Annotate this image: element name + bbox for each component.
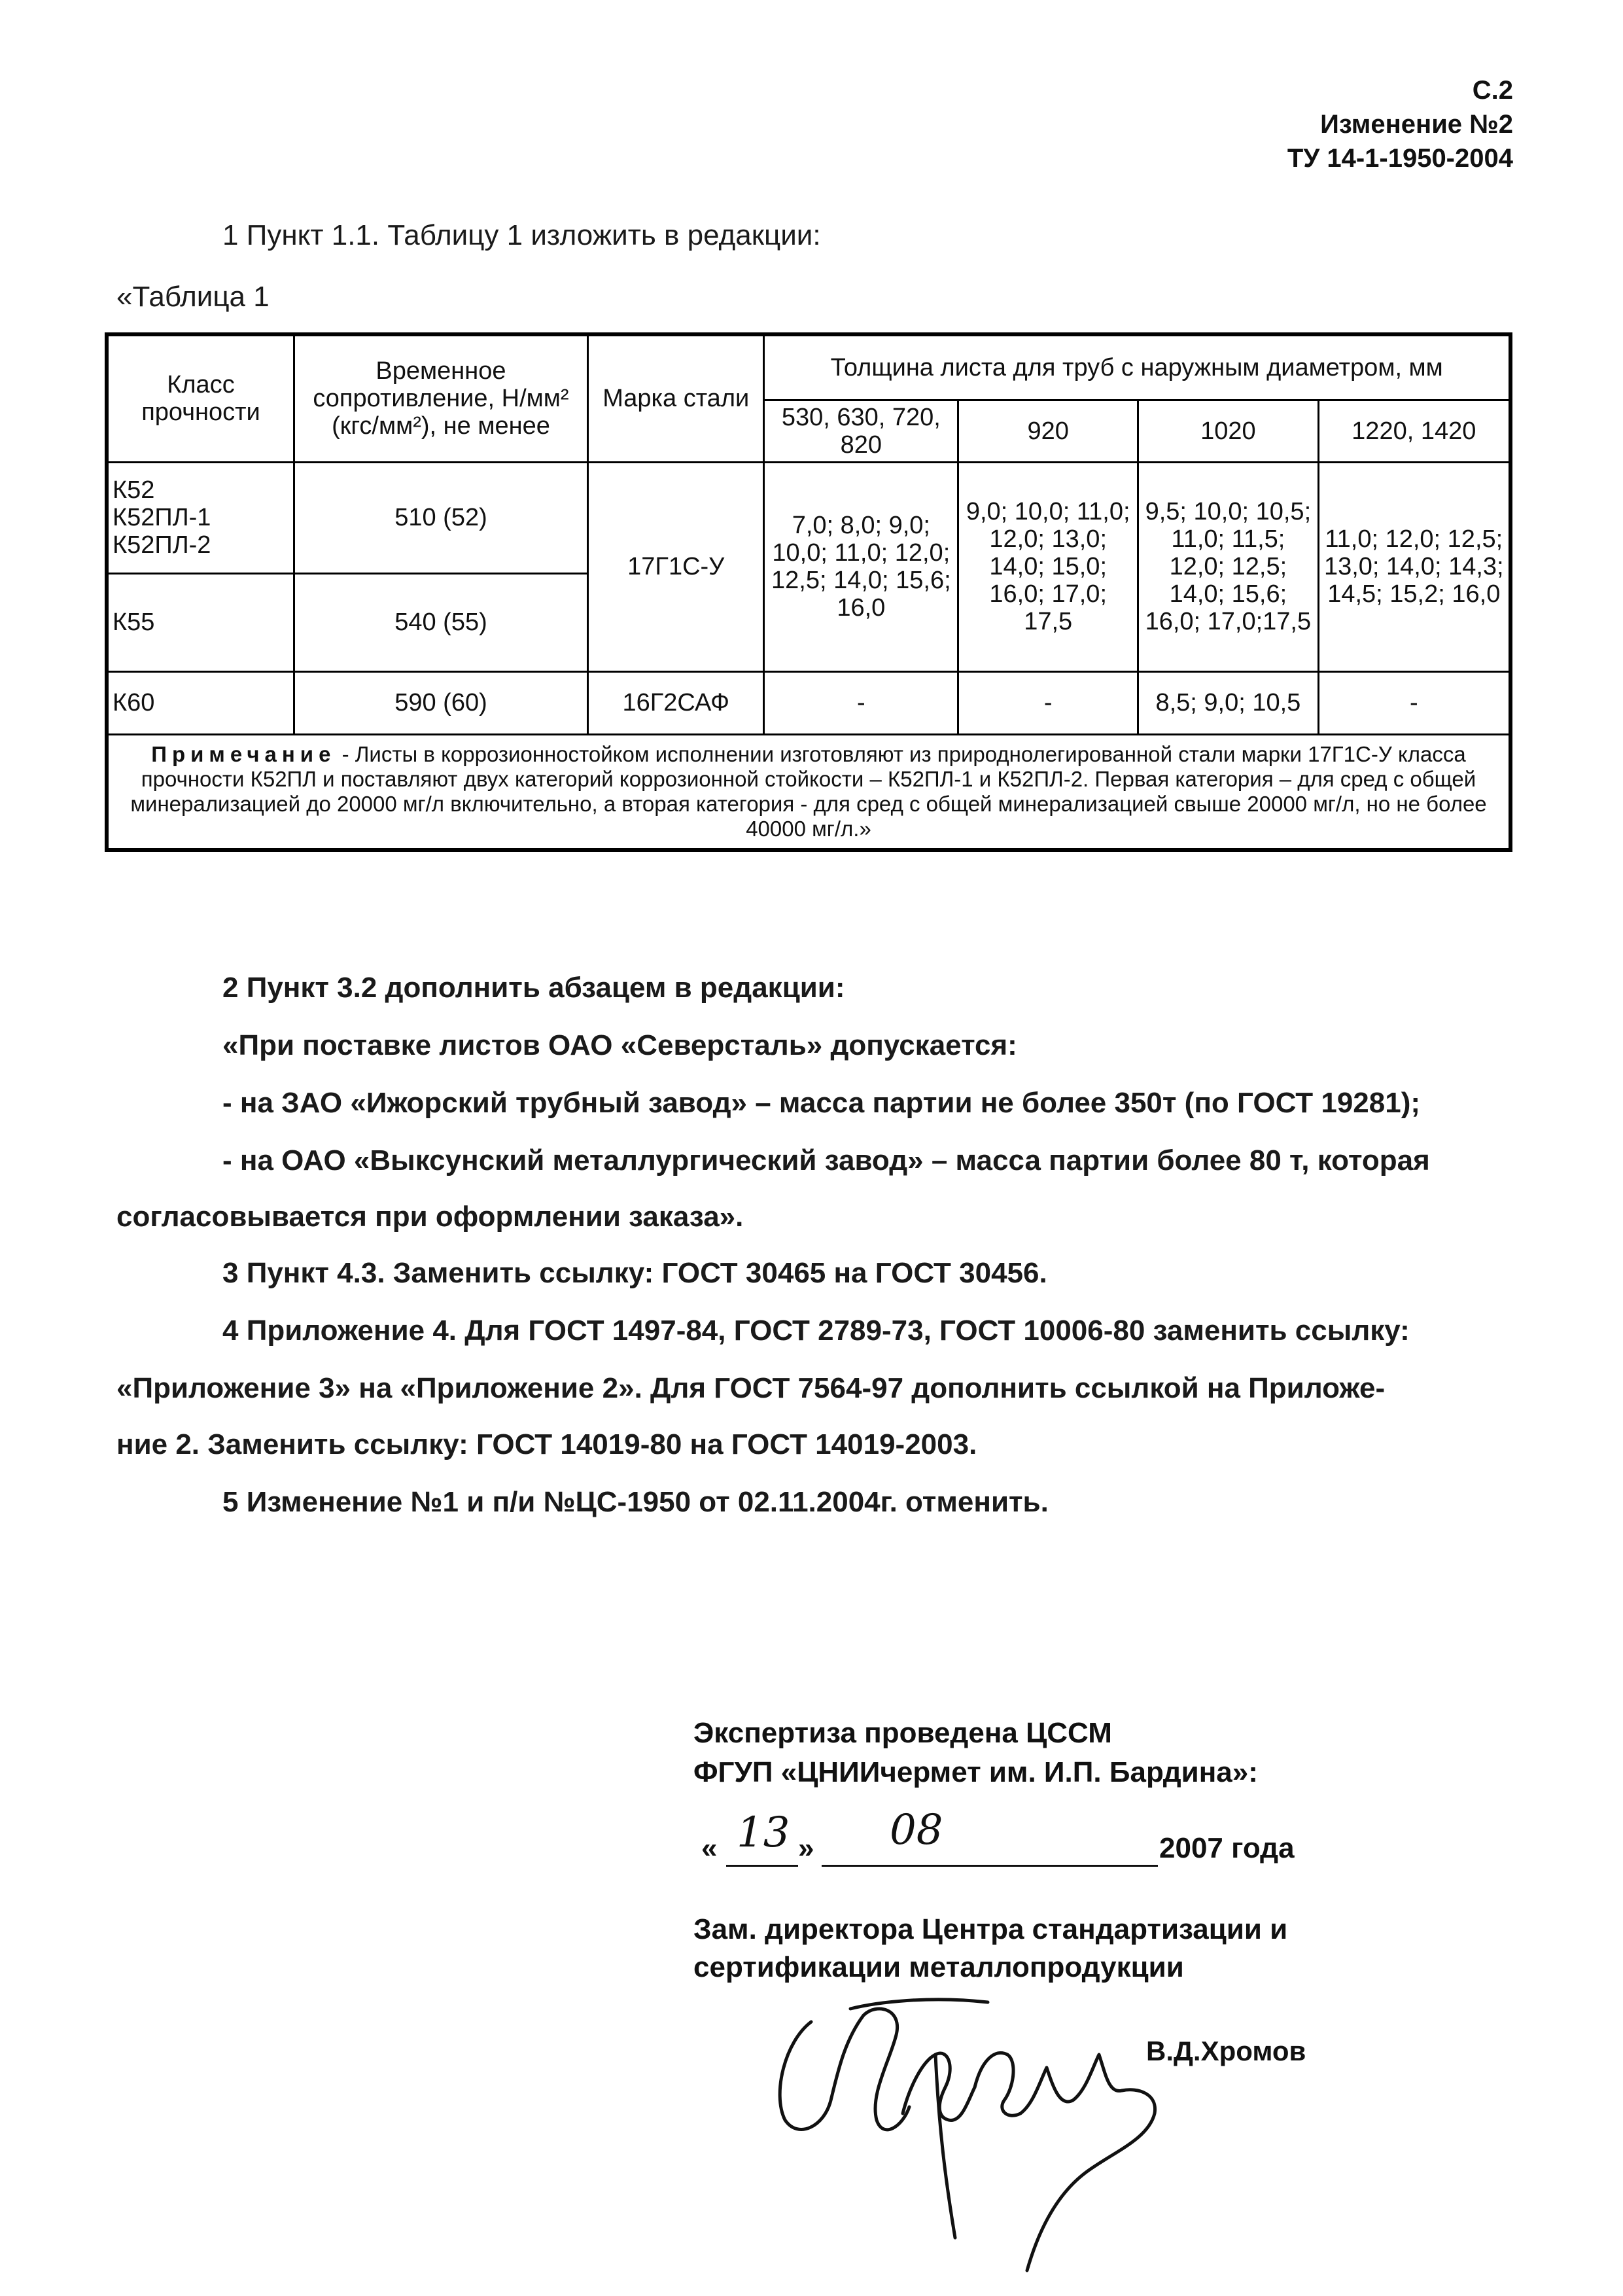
header-class: Класс прочности (107, 334, 294, 462)
cell-k60-t4: - (1318, 671, 1510, 734)
cell-thickness-1020: 9,5; 10,0; 10,5; 11,0; 11,5; 12,0; 12,5; 14,0; 15,6; 16,0; 17,0;17,5 (1138, 462, 1318, 671)
item-4-line-2: «Приложение 3» на «Приложение 2». Для ГОСТ 7564-97 дополнить ссылкой на Приложе- (116, 1372, 1386, 1404)
date-year: 2007 года (1159, 1832, 1295, 1864)
cell-grade-17g1s: 17Г1С-У (588, 462, 764, 671)
spec-table (105, 332, 1512, 852)
cell-class-k60: К60 (107, 671, 294, 734)
change-number: Изменение №2 (1320, 110, 1513, 139)
header-diameter-2: 920 (958, 400, 1138, 462)
date-month-underline (822, 1865, 1158, 1867)
header-diameter-4: 1220, 1420 (1318, 400, 1510, 462)
date-line (693, 1806, 1295, 1878)
expert-line-2: ФГУП «ЦНИИчермет им. И.П. Бардина»: (693, 1756, 1258, 1788)
header-diameter-3: 1020 (1138, 400, 1318, 462)
position-line-2: сертификации металлопродукции (693, 1951, 1184, 1983)
cell-class-k55: К55 (107, 573, 294, 671)
spec-number: ТУ 14-1-1950-2004 (1287, 144, 1513, 173)
page-number: С.2 (1472, 76, 1513, 105)
note-text: - Листы в коррозионностойком исполнении изготовляют из природнолегированной стали марки 17Г1С-У класса прочности К52ПЛ и поставляют двух категорий коррозионной стойкости – К52ПЛ-1 и К52ПЛ-2. Первая категория – для сред с общей минерализацией до 20000 мг/л включительно, а вторая категория - для сред с общей минерализацией свыше 20000 мг/л, но не более 40000 мг/л.» (130, 741, 1487, 841)
cell-thickness-920: 9,0; 10,0; 11,0; 12,0; 13,0; 14,0; 15,0; 16,0; 17,0; 17,5 (958, 462, 1138, 671)
item-2-line-1: - на ЗАО «Ижорский трубный завод» – масса партии не более 350т (по ГОСТ 19281); (222, 1087, 1421, 1119)
table-note (107, 734, 1510, 850)
header-thickness: Толщина листа для труб с наружным диаметром, мм (764, 334, 1510, 400)
table-caption: «Таблица 1 (116, 281, 270, 313)
header-grade: Марка стали (588, 334, 764, 462)
cell-k60-t1: - (764, 671, 958, 734)
expert-line-1: Экспертиза проведена ЦССМ (693, 1717, 1112, 1749)
cell-class-k52: К52 К52ПЛ-1 К52ПЛ-2 (107, 462, 294, 573)
date-month: 08 (890, 1806, 943, 1854)
cell-strength-k52: 510 (52) (294, 462, 587, 573)
cell-k60-t2: - (958, 671, 1138, 734)
item-2: 2 Пункт 3.2 дополнить абзацем в редакции: (222, 972, 845, 1004)
note-label: Примечание (151, 741, 336, 766)
cell-strength-k55: 540 (55) (294, 573, 587, 671)
cell-k60-t3: 8,5; 9,0; 10,5 (1138, 671, 1318, 734)
item-4-line-3: ние 2. Заменить ссылку: ГОСТ 14019-80 на ГОСТ 14019-2003. (116, 1428, 977, 1460)
handwritten-signature (772, 1963, 1178, 2284)
item-4-line-1: 4 Приложение 4. Для ГОСТ 1497-84, ГОСТ 2789-73, ГОСТ 10006-80 заменить ссылку: (222, 1315, 1410, 1347)
item-3: 3 Пункт 4.3. Заменить ссылку: ГОСТ 30465 на ГОСТ 30456. (222, 1257, 1047, 1289)
item-5: 5 Изменение №1 и п/и №ЦС-1950 от 02.11.2004г. отменить. (222, 1486, 1049, 1518)
header-strength: Временное сопротивление, Н/мм² (кгс/мм²), не менее (294, 334, 587, 462)
item-1: 1 Пункт 1.1. Таблицу 1 изложить в редакции: (222, 219, 821, 251)
item-2-line-3: согласовывается при оформлении заказа». (116, 1201, 744, 1233)
date-day: 13 (737, 1809, 790, 1857)
item-2-line-2: - на ОАО «Выксунский металлургический завод» – масса партии более 80 т, которая (222, 1144, 1430, 1176)
date-close-quote: » (798, 1832, 814, 1864)
cell-strength-k60: 590 (60) (294, 671, 587, 734)
date-day-underline (726, 1865, 798, 1867)
position-line-1: Зам. директора Центра стандартизации и (693, 1913, 1288, 1945)
signatory-name: В.Д.Хромов (1146, 2036, 1306, 2066)
header-diameter-1: 530, 630, 720, 820 (764, 400, 958, 462)
item-2-quote: «При поставке листов ОАО «Северсталь» допускается: (222, 1029, 1017, 1061)
cell-grade-16g2saf: 16Г2САФ (588, 671, 764, 734)
cell-thickness-1220: 11,0; 12,0; 12,5; 13,0; 14,0; 14,3; 14,5; 15,2; 16,0 (1318, 462, 1510, 671)
cell-thickness-530: 7,0; 8,0; 9,0; 10,0; 11,0; 12,0; 12,5; 14,0; 15,6; 16,0 (764, 462, 958, 671)
date-open-quote: « (701, 1832, 718, 1864)
